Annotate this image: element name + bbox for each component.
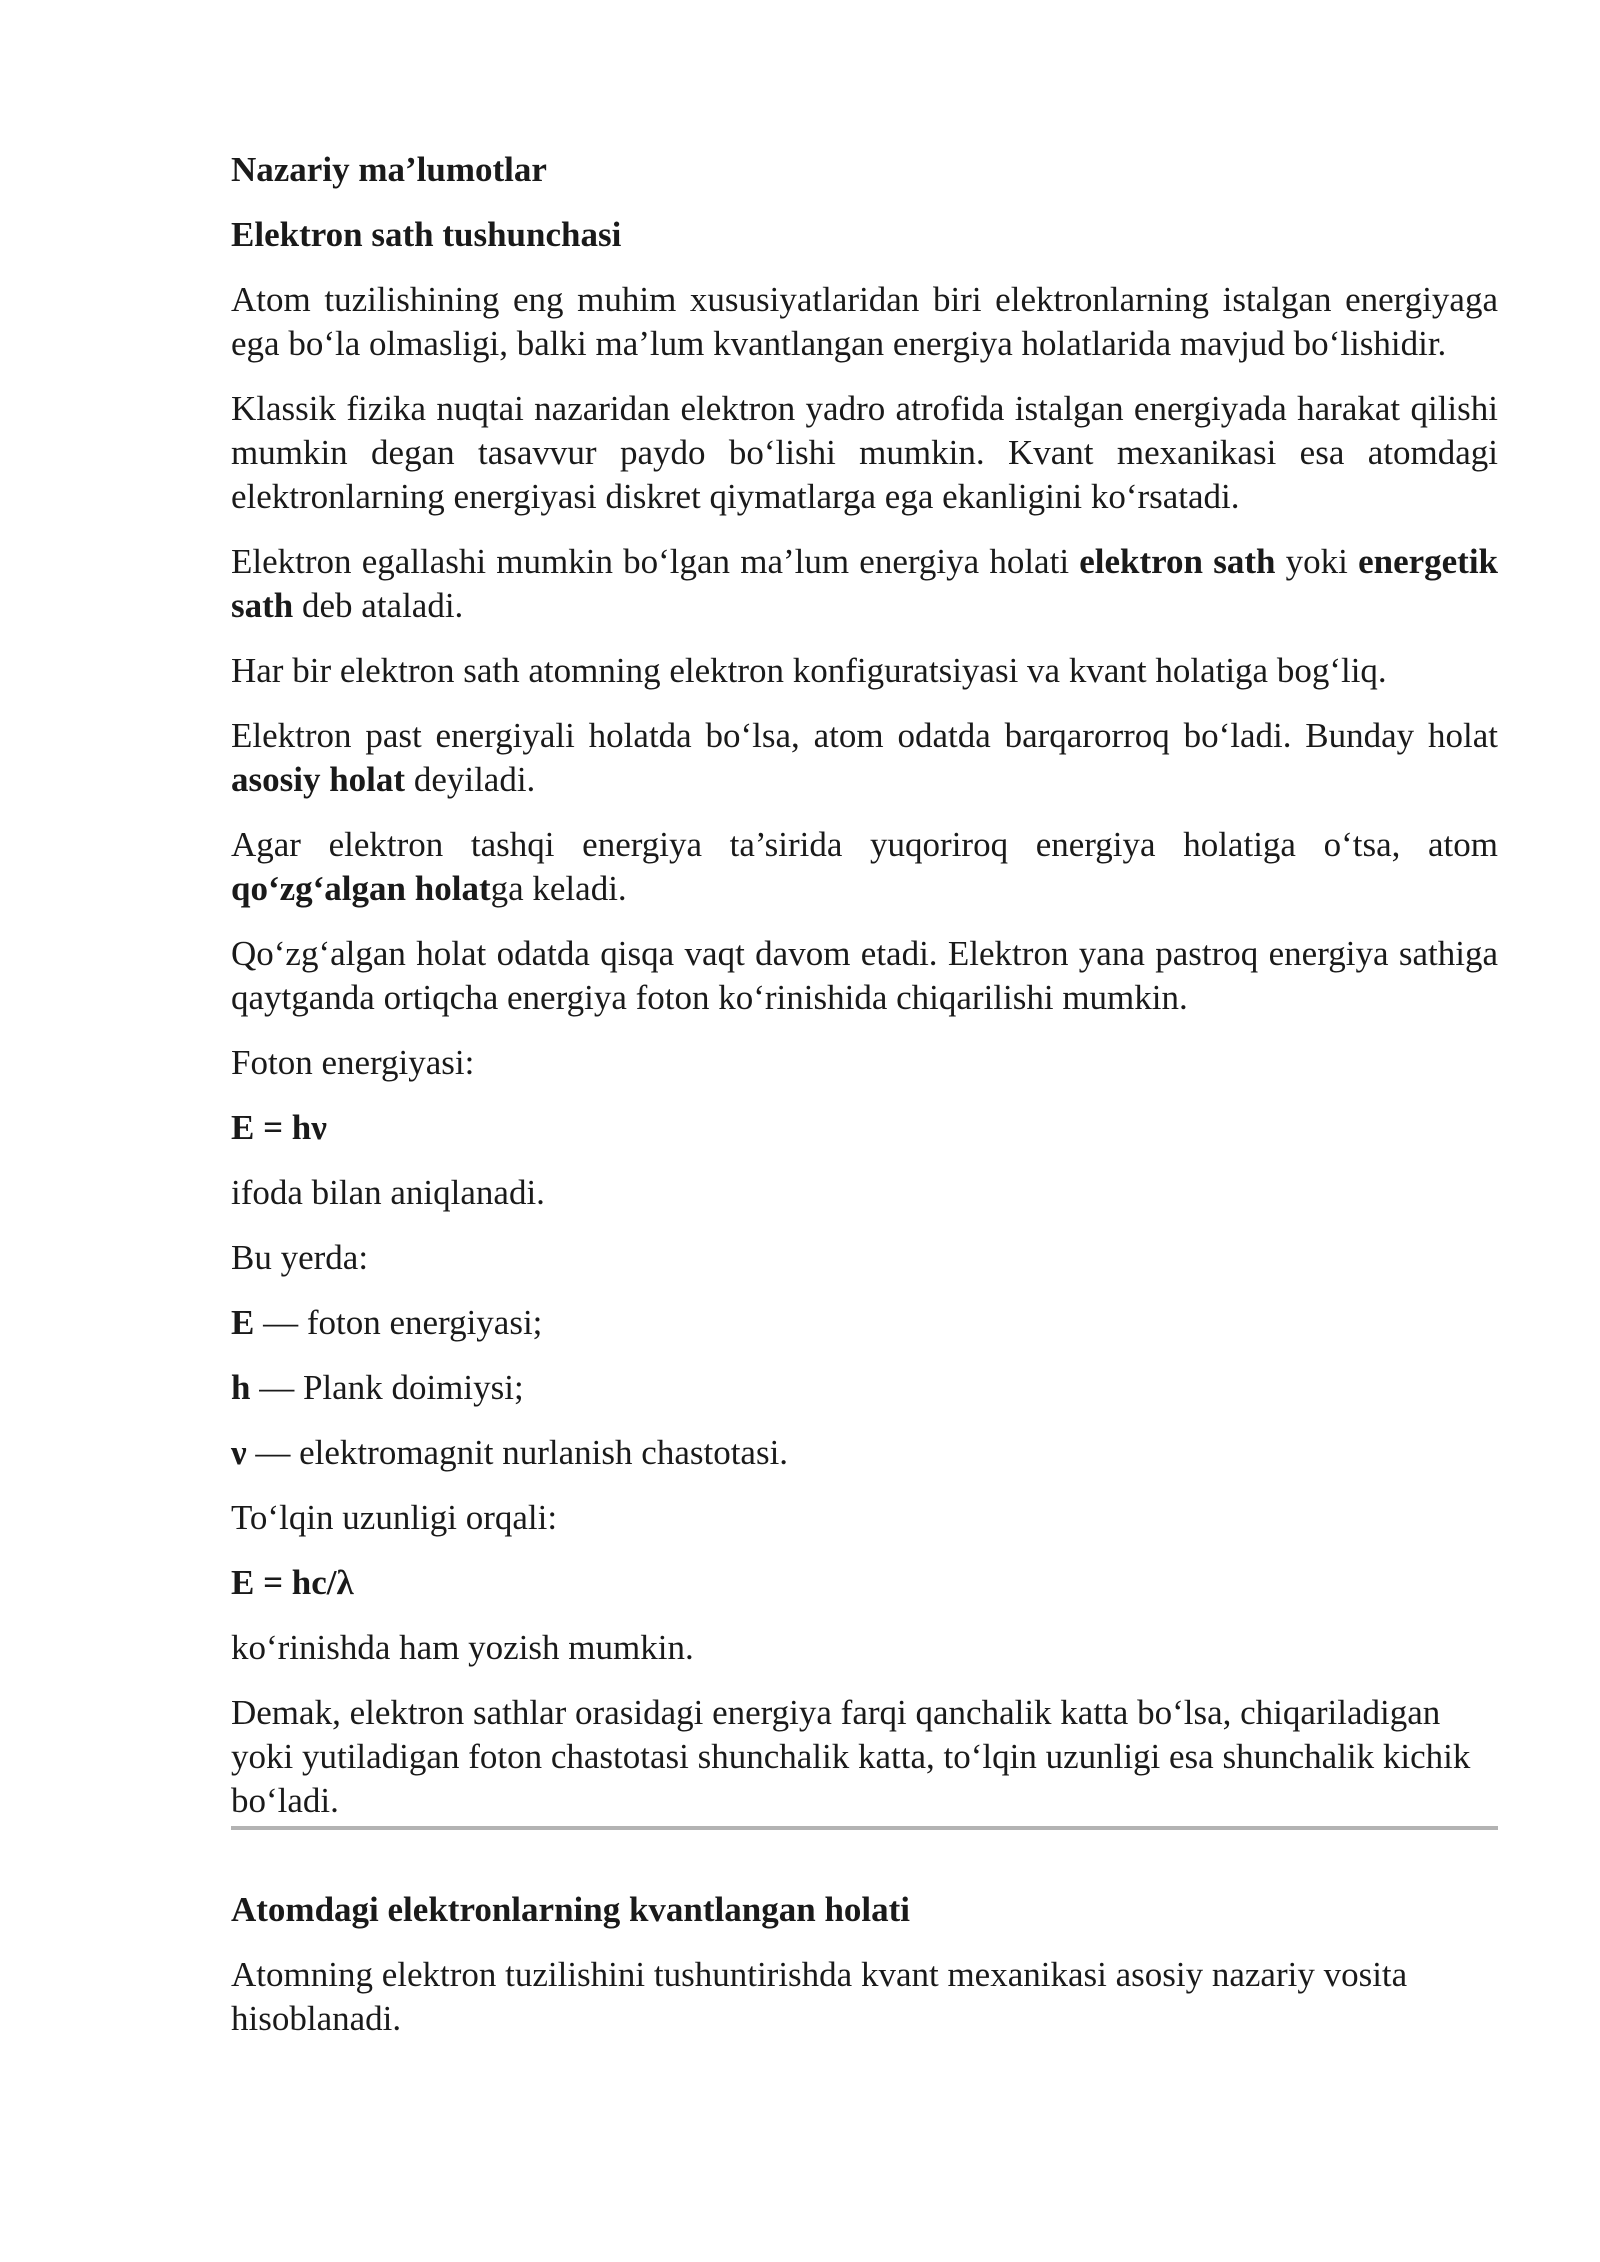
text-run: yoki [1275, 542, 1359, 581]
bold-term: qo‘zg‘algan holat [231, 869, 491, 908]
paragraph: Demak, elektron sathlar orasidagi energiya farqi qanchalik katta bo‘lsa, chiqariladigan yoki yutiladigan foton chastotasi shunchalik katta, to‘lqin uzunligi esa shunchalik kichik bo‘ladi. [231, 1693, 1471, 1820]
paragraph [231, 823, 1498, 911]
text-run: Elektron egallashi mumkin bo‘lgan ma’lum energiya holati [231, 542, 1080, 581]
paragraph: Bu yerda: [231, 1238, 369, 1277]
text-run: Elektron past energiyali holatda bo‘lsa, atom odatda barqarorroq bo‘ladi. Bunday holat [231, 716, 1498, 755]
formula: E = hν [231, 1108, 327, 1147]
paragraph: To‘lqin uzunligi orqali: [231, 1498, 558, 1537]
definition-text: — Plank doimiysi; [250, 1368, 524, 1407]
section-title: Atomdagi elektronlarning kvantlangan holati [231, 1890, 911, 1929]
paragraph: Foton energiyasi: [231, 1043, 475, 1082]
symbol: E [231, 1303, 255, 1342]
section-divider [231, 1826, 1498, 1830]
paragraph: Atomning elektron tuzilishini tushuntirishda kvant mexanikasi asosiy nazariy vosita hisoblanadi. [231, 1955, 1408, 2038]
text-run: Agar elektron tashqi energiya ta’sirida yuqoriroq energiya holatiga o‘tsa, atom [231, 825, 1498, 864]
definition-item [231, 1366, 1498, 1410]
paragraph: Atom tuzilishining eng muhim xususiyatlaridan biri elektronlarning istalgan energiyaga ega bo‘la olmasligi, balki ma’lum kvantlangan energiya holatlarida mavjud bo‘lishidir. [231, 280, 1498, 363]
paragraph: Klassik fizika nuqtai nazaridan elektron yadro atrofida istalgan energiyada harakat qilishi mumkin degan tasavvur paydo bo‘lishi mumkin. Kvant mexanikasi esa atomdagi elektronlarning energiyasi diskret qiymatlarga ega ekanligini ko‘rsatadi. [231, 389, 1498, 516]
definition-text: — foton energiyasi; [254, 1303, 543, 1342]
symbol: ν [231, 1433, 247, 1472]
definition-text: — elektromagnit nurlanish chastotasi. [246, 1433, 789, 1472]
bold-term: energetik sath [231, 542, 1499, 625]
paragraph: ifoda bilan aniqlanadi. [231, 1173, 545, 1212]
text-run: deb ataladi. [293, 586, 464, 625]
formula: E = hc/λ [231, 1563, 354, 1602]
paragraph: Har bir elektron sath atomning elektron konfiguratsiyasi va kvant holatiga bog‘liq. [231, 651, 1387, 690]
document-page [231, 148, 1498, 2062]
paragraph [231, 714, 1498, 802]
section-subtitle: Elektron sath tushunchasi [231, 215, 622, 254]
paragraph [231, 540, 1498, 628]
definition-item [231, 1301, 1498, 1345]
symbol: h [231, 1368, 251, 1407]
text-run: deyiladi. [405, 760, 536, 799]
section-title: Nazariy ma’lumotlar [231, 150, 547, 189]
text-run: ga keladi. [490, 869, 627, 908]
bold-term: asosiy holat [231, 760, 406, 799]
bold-term: elektron sath [1079, 542, 1276, 581]
definition-item [231, 1431, 1498, 1475]
paragraph: Qo‘zg‘algan holat odatda qisqa vaqt davom etadi. Elektron yana pastroq energiya sathiga qaytganda ortiqcha energiya foton ko‘rinishida chiqarilishi mumkin. [231, 934, 1498, 1017]
paragraph: ko‘rinishda ham yozish mumkin. [231, 1628, 694, 1667]
